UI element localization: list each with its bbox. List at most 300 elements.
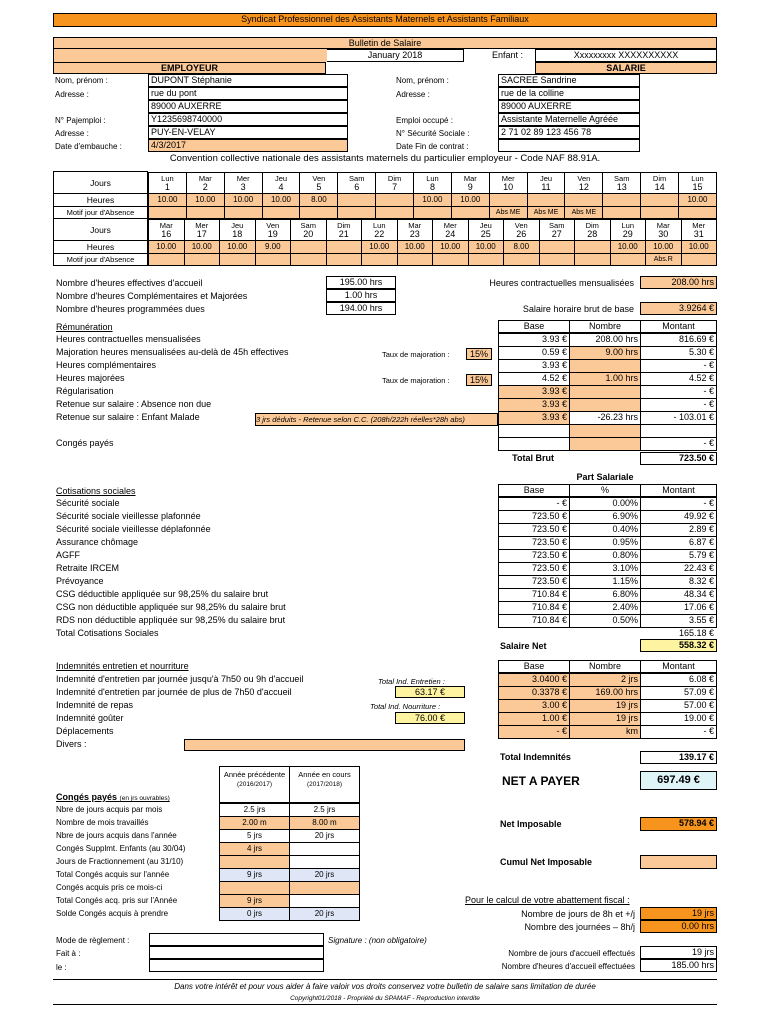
cal-hours-cell[interactable]: 8.00 (300, 194, 338, 207)
coti-row-montant: 2.89 € (640, 523, 717, 537)
fiscal-title: Pour le calcul de votre abattement fiscal : (465, 895, 630, 905)
cal-day-name: Mer (236, 173, 250, 183)
conges-row-label: Nbre de jours acquis par mois (56, 805, 163, 814)
remu-row-montant: - € (640, 359, 717, 373)
cal-heures-label: Heures (54, 194, 148, 207)
employeur-adresse2[interactable]: 89000 AUXERRE (148, 100, 348, 113)
cal-motif-cell[interactable] (414, 207, 452, 219)
conges-title-note: (en jrs ouvrables) (119, 795, 170, 802)
remu-row-montant: - 103.01 € (640, 411, 717, 425)
cal-day-cell (338, 172, 376, 194)
coti-row-pct: 2.40% (569, 601, 641, 615)
inde-row-label: Indemnité de repas (56, 700, 134, 710)
cal-motif-cell[interactable] (682, 254, 718, 266)
cal-hours-cell[interactable] (490, 194, 528, 207)
conges-row-v2: 20 jrs (289, 907, 360, 921)
inde-row-nombre[interactable]: 19 jrs (569, 699, 641, 713)
cal-hours-cell[interactable]: 8.00 (504, 241, 540, 254)
cal-motif-cell[interactable] (611, 254, 647, 266)
coti-row-base: 723.50 € (498, 523, 570, 537)
cal-motif-cell[interactable] (362, 254, 398, 266)
cal-motif-cell[interactable] (187, 207, 225, 219)
remuneration-title: Rémunération (56, 322, 113, 332)
salarie-adresse2[interactable]: 89000 AUXERRE (498, 100, 640, 113)
cal-day-cell (575, 219, 611, 241)
cal-day-name: Ven (577, 173, 591, 183)
conges-row-v1: 0 jrs (219, 907, 290, 921)
remu-row-nombre[interactable] (569, 385, 641, 399)
salaire-net-label: Salaire Net (500, 641, 547, 651)
cal-motif-cell[interactable] (376, 207, 414, 219)
cal-day-num: 10 (503, 181, 514, 192)
total-indemnites-label: Total Indemnités (500, 752, 571, 762)
cal-day-cell (376, 172, 414, 194)
cal-hours-cell[interactable]: 10.00 (452, 194, 490, 207)
cal-day-cell (414, 172, 452, 194)
cal-hours-cell[interactable]: 10.00 (398, 241, 434, 254)
cal-hours-cell[interactable]: 10.00 (263, 194, 301, 207)
remu-row-nombre[interactable]: 9.00 hrs (569, 346, 641, 360)
coti-row-base: - € (498, 497, 570, 511)
remu-row-base[interactable]: 3.93 € (498, 385, 570, 399)
inde-row-base[interactable]: 0.3378 € (498, 686, 570, 700)
cal-day-num: 21 (338, 228, 349, 239)
inde-row-base[interactable]: - € (498, 725, 570, 739)
cal-day-cell (682, 219, 718, 241)
cal-motif-cell[interactable] (540, 254, 576, 266)
cal-day-name: Mar (408, 220, 422, 230)
conges-row-v1: 5 jrs (219, 829, 290, 843)
le-label: le : (56, 963, 67, 972)
remu-row-montant: 5.30 € (640, 346, 717, 360)
cal-hours-cell[interactable] (376, 194, 414, 207)
cal-day-name: Mar (463, 173, 477, 183)
cal-motif-cell[interactable]: Abs ME (528, 207, 566, 219)
cal-motif-cell[interactable] (398, 254, 434, 266)
inde-row-base[interactable]: 3.00 € (498, 699, 570, 713)
cal-day-name: Mar (159, 220, 173, 230)
cal-hours-cell[interactable] (575, 241, 611, 254)
cumul-imposable-value[interactable] (640, 855, 717, 869)
cal-motif-cell[interactable] (452, 207, 490, 219)
cal-day-name: Jeu (539, 173, 553, 183)
signature-label: Signature : (non obligatoire) (328, 936, 427, 945)
cal-day-num: 30 (658, 228, 669, 239)
employeur-embauche[interactable]: 4/3/2017 (148, 139, 348, 152)
coti-col-montant: Montant (640, 484, 717, 497)
conges-row-v1[interactable]: 4 jrs (219, 842, 290, 856)
cal-motif-cell[interactable]: Abs ME (565, 207, 603, 219)
conges-col1-header (219, 766, 290, 803)
net-payer-value: 697.49 € (640, 771, 717, 790)
cal-hours-cell[interactable]: 10.00 (611, 241, 647, 254)
cal-hours-cell[interactable]: 10.00 (414, 194, 452, 207)
coti-row-base: 723.50 € (498, 536, 570, 550)
salarie-header: SALARIE (535, 62, 717, 74)
salarie-adresse1[interactable]: rue de la colline (498, 87, 640, 100)
remu-row-montant: - € (640, 385, 717, 399)
cal-hours-cell[interactable] (540, 241, 576, 254)
indemnites-title: Indemnités entretien et nourriture (56, 661, 189, 671)
cal-motif-cell[interactable] (603, 207, 641, 219)
contractuelles-label: Heures contractuelles mensualisées (489, 278, 634, 288)
cal-motif-cell[interactable] (148, 207, 187, 219)
month-field[interactable]: January 2018 (326, 49, 464, 62)
cal-hours-cell[interactable]: 10.00 (682, 241, 718, 254)
total-nourriture-value: 76.00 € (395, 712, 465, 724)
remu-row-label: Heures majorées (56, 373, 125, 383)
employeur-adresse3[interactable]: PUY-EN-VELAY (148, 126, 348, 139)
cal-motif-cell[interactable] (256, 254, 292, 266)
cal-day-name: Mer (501, 173, 515, 183)
conges-row-v1: 9 jrs (219, 868, 290, 882)
cal-hours-cell[interactable]: 10.00 (148, 194, 187, 207)
cal-day-name: Dim (652, 173, 667, 183)
bulletin-title: Bulletin de Salaire (53, 37, 717, 49)
inde-row-montant: 19.00 € (640, 712, 717, 726)
salarie-fin[interactable] (498, 139, 640, 152)
cal-day-cell (469, 219, 505, 241)
cal-day-name: Dim (585, 220, 599, 230)
inde-row-label: Indemnité d'entretien par journée de plus de 7h50 d'accueil (56, 687, 292, 697)
cal-day-num: 9 (467, 181, 473, 192)
coti-row-base: 710.84 € (498, 601, 570, 615)
remu-row-montant: - € (640, 437, 717, 451)
inde-row-nombre[interactable]: 2 jrs (569, 673, 641, 687)
cal-day-cell (565, 172, 603, 194)
remu-col-base: Base (498, 320, 570, 333)
cal-motif-cell[interactable] (225, 207, 263, 219)
conges-title-text: Congés payés (56, 792, 118, 802)
cal-day-name: Mar (198, 173, 212, 183)
salarie-nom[interactable]: SACREE Sandrine (498, 74, 640, 87)
cal-hours-cell[interactable]: 10.00 (220, 241, 256, 254)
coti-row-base: 723.50 € (498, 575, 570, 589)
cal-hours-cell[interactable]: 9.00 (256, 241, 292, 254)
conges-row-label: Nbre de jours acquis dans l'année (56, 831, 177, 840)
remu-row-montant: 4.52 € (640, 372, 717, 386)
inde-row-base[interactable]: 1.00 € (498, 712, 570, 726)
cal-hours-cell[interactable]: 10.00 (433, 241, 469, 254)
programmees-value: 194.00 hrs (326, 302, 396, 315)
remu-row-base: 3.93 € (498, 333, 570, 347)
coti-row-montant: 5.79 € (640, 549, 717, 563)
cal-day-num: 25 (480, 228, 491, 239)
cal-day-num: 1 (164, 181, 170, 192)
cal-hours-cell[interactable]: 10.00 (362, 241, 398, 254)
net-imposable-value: 578.94 € (640, 817, 717, 831)
conges-row-v2[interactable] (289, 881, 360, 895)
cal-day-num: 31 (693, 228, 704, 239)
taux-2[interactable]: 15% (466, 374, 492, 386)
coti-row-montant: 48.34 € (640, 588, 717, 602)
cal-day-name: Ven (266, 220, 280, 230)
conges-row-v2[interactable]: 8.00 m (289, 816, 360, 830)
contractuelles-value[interactable]: 208.00 hrs (640, 276, 717, 289)
cal-day-cell (528, 172, 566, 194)
inde-row-base[interactable]: 3.0400 € (498, 673, 570, 687)
conges-row-v2: 20 jrs (289, 829, 360, 843)
horaire-value[interactable]: 3.9264 € (640, 302, 717, 315)
fiscal-journees-value: 0.00 hrs (640, 920, 717, 933)
net-payer-label: NET A PAYER (502, 774, 580, 788)
employeur-pajemploi-label: N° Pajemploi : (55, 116, 106, 125)
coti-row-pct: 6.80% (569, 588, 641, 602)
conges-row-label: Jours de Fractionnement (au 31/10) (56, 857, 184, 866)
total-cotisations-value: 165.18 € (678, 628, 714, 638)
total-nourriture-label: Total Ind. Nourriture : (370, 702, 441, 711)
coti-row-montant: 22.43 € (640, 562, 717, 576)
cal-hours-cell[interactable] (327, 241, 363, 254)
cal-day-name: Dim (337, 220, 351, 230)
remu-row-nombre[interactable] (569, 359, 641, 373)
cal-day-num: 4 (278, 181, 284, 192)
inde-row-montant: - € (640, 725, 717, 739)
horaire-label: Salaire horaire brut de base (522, 304, 634, 314)
coti-row-pct: 0.95% (569, 536, 641, 550)
coti-row-montant: - € (640, 497, 717, 511)
conges-row-v1: 2.5 jrs (219, 803, 290, 817)
cal-motif-cell[interactable] (504, 254, 540, 266)
coti-row-label: RDS non déductible appliquée sur 98,25% du salaire brut (56, 615, 286, 625)
remu-col-nombre: Nombre (569, 320, 641, 333)
cal-day-name: Mer (195, 220, 209, 230)
cal-day-num: 3 (240, 181, 246, 192)
cal-day-name: Sam (614, 173, 630, 183)
inde-row-montant: 57.09 € (640, 686, 717, 700)
salaire-net-value: 558.32 € (640, 639, 717, 652)
signature-field[interactable] (328, 946, 465, 972)
complementaires-label: Nombre d'heures Complémentaires et Majorées (56, 291, 248, 301)
cal-day-name: Lun (691, 173, 704, 183)
coti-row-label: Prévoyance (56, 576, 104, 586)
cal-motif-cell[interactable] (148, 254, 185, 266)
conges-row-v1[interactable] (219, 881, 290, 895)
coti-row-base: 710.84 € (498, 588, 570, 602)
conges-row-v1[interactable] (219, 855, 290, 869)
calendar-week2 (53, 218, 717, 266)
cal-hours-cell[interactable] (565, 194, 603, 207)
inde-row-label: Déplacements (56, 726, 114, 736)
conges-row-v1[interactable]: 2.00 m (219, 816, 290, 830)
cal-motif-cell[interactable] (433, 254, 469, 266)
cal-day-cell (185, 219, 221, 241)
cal-motif-cell[interactable] (291, 254, 327, 266)
salarie-fin-label: Date Fin de contrat : (396, 142, 469, 151)
fiscal-accueil-label: Nombre de jours d'accueil effectués (508, 949, 635, 958)
cal-day-cell (148, 172, 187, 194)
cal-day-num: 18 (232, 228, 243, 239)
salarie-secu[interactable]: 2 71 02 89 123 456 78 (498, 126, 640, 139)
cal-day-num: 12 (578, 181, 589, 192)
employeur-nom-label: Nom, prénom : (55, 76, 108, 85)
conges-row-v2 (289, 842, 360, 856)
cal-motif-label: Motif jour d'Absence (54, 207, 148, 219)
cal-day-name: Sam (549, 220, 565, 230)
cal-day-name: Dim (387, 173, 402, 183)
retenue-note: 3 jrs déduits - Retenue selon C.C. (208h/222h réelles*28h abs) (255, 413, 498, 426)
total-entretien-label: Total Ind. Entretien : (378, 677, 445, 686)
remu-row-label: Majoration heures mensualisées au-delà de 45h effectives (56, 347, 289, 357)
coti-row-label: Assurance chômage (56, 537, 139, 547)
cal-day-cell (679, 172, 717, 194)
remu-row-base: 3.93 € (498, 359, 570, 373)
inde-row-label: Divers : (56, 739, 87, 749)
conges-row-v1[interactable]: 9 jrs (219, 894, 290, 908)
conges-row-label: Total Congés acq. pris sur l'Année (56, 896, 178, 905)
cal-day-num: 15 (692, 181, 703, 192)
employeur-adresse-label: Adresse : (55, 90, 89, 99)
cal-motif-cell[interactable] (185, 254, 221, 266)
salarie-adresse-label: Adresse : (396, 90, 430, 99)
cal-day-cell (611, 219, 647, 241)
cal-motif-cell[interactable] (263, 207, 301, 219)
cal-motif-cell[interactable] (679, 207, 717, 219)
cal-motif-cell[interactable] (641, 207, 679, 219)
cal-day-cell (362, 219, 398, 241)
cal-motif-cell[interactable]: Abs ME (490, 207, 528, 219)
cal-motif-cell[interactable]: Abs.R (646, 254, 682, 266)
cal-hours-cell[interactable]: 10.00 (148, 241, 185, 254)
coti-row-montant: 49.92 € (640, 510, 717, 524)
remu-col-montant: Montant (640, 320, 717, 333)
cal-day-num: 8 (429, 181, 435, 192)
cal-day-cell (220, 219, 256, 241)
cal-day-cell (291, 219, 327, 241)
cal-day-cell (603, 172, 641, 194)
cal-day-name: Jeu (274, 173, 288, 183)
cotisations-title: Cotisations sociales (56, 486, 136, 496)
cal-day-name: Mer (692, 220, 706, 230)
fait-field[interactable] (149, 946, 324, 959)
fait-label: Fait à : (56, 949, 81, 958)
cal-day-name: Lun (621, 220, 634, 230)
inde-row-montant: 6.08 € (640, 673, 717, 687)
footer-note: Dans votre intérêt et pour vous aider à faire valoir vos droits conservez votre bulletin de salaire sans limitation de durée (174, 982, 596, 991)
cal-motif-cell[interactable] (220, 254, 256, 266)
taux-label-2: Taux de majoration : (382, 376, 450, 385)
salarie-emploi-label: Emploi occupé : (396, 116, 453, 125)
coti-col-base: Base (498, 484, 570, 497)
cal-motif-cell[interactable] (469, 254, 505, 266)
divers-field[interactable] (184, 739, 465, 751)
coti-row-montant: 17.06 € (640, 601, 717, 615)
cal-motif-cell[interactable] (338, 207, 376, 219)
convention-text: Convention collective nationale des assistants maternels du particulier employeur - Code NAF 88.91A. (169, 153, 601, 164)
coti-row-base: 723.50 € (498, 549, 570, 563)
cal-day-name: Jeu (231, 220, 244, 230)
remu-row-nombre[interactable] (569, 437, 641, 451)
cal-hours-cell[interactable]: 10.00 (469, 241, 505, 254)
cal-motif-cell[interactable] (327, 254, 363, 266)
remu-row-nombre: -26.23 hrs (569, 411, 641, 425)
reglement-label: Mode de règlement : (56, 936, 130, 945)
remu-row-nombre[interactable] (569, 398, 641, 412)
conges-row-v2: 2.5 jrs (289, 803, 360, 817)
employeur-adresse1[interactable]: rue du pont (148, 87, 348, 100)
cal-hours-cell[interactable]: 10.00 (225, 194, 263, 207)
conges-col1b: (2016/2017) (236, 781, 273, 788)
cal-day-num: 17 (196, 228, 207, 239)
cal-hours-cell[interactable] (291, 241, 327, 254)
cal-hours-cell[interactable] (603, 194, 641, 207)
cal-hours-cell[interactable]: 10.00 (185, 241, 221, 254)
fiscal-journees-label: Nombre des journées – 8h/j (524, 922, 635, 932)
inde-row-nombre[interactable]: km (569, 725, 641, 739)
cal-day-name: Mar (656, 220, 670, 230)
cal-day-name: Lun (426, 173, 439, 183)
salarie-emploi[interactable]: Assistante Maternelle Agréée (498, 113, 640, 126)
cal-motif-cell[interactable] (300, 207, 338, 219)
cal-day-cell (256, 219, 292, 241)
remu-row-label: Retenue sur salaire : Absence non due (56, 399, 212, 409)
remu-row-base: 4.52 € (498, 372, 570, 386)
cal-hours-cell[interactable]: 10.00 (679, 194, 717, 207)
cal-day-name: Jeu (479, 220, 492, 230)
cal-day-cell (327, 219, 363, 241)
conges-row-v2 (289, 894, 360, 908)
cal-day-cell (148, 219, 185, 241)
cal-hours-cell[interactable]: 10.00 (646, 241, 682, 254)
remu-row-montant (640, 424, 717, 438)
cal-day-cell (225, 172, 263, 194)
remu-row-montant: 816.69 € (640, 333, 717, 347)
cal-day-num: 14 (654, 181, 665, 192)
remu-row-base: 0.59 € (498, 346, 570, 360)
cal-hours-cell[interactable]: 10.00 (187, 194, 225, 207)
remu-row-base[interactable]: 3.93 € (498, 398, 570, 412)
enfant-field[interactable]: Xxxxxxxxx XXXXXXXXXX (535, 49, 717, 62)
remu-row-base[interactable]: 3.93 € (498, 411, 570, 425)
coti-row-montant: 8.32 € (640, 575, 717, 589)
total-cotisations-label: Total Cotisations Sociales (56, 628, 159, 638)
cal-day-cell (433, 219, 469, 241)
inde-row-nombre[interactable]: 19 jrs (569, 712, 641, 726)
conges-row-v2: 20 jrs (289, 868, 360, 882)
total-indemnites-value: 139.17 € (640, 751, 717, 764)
programmees-label: Nombre d'heures programmées dues (56, 304, 205, 314)
cal-day-cell (641, 172, 679, 194)
inde-row-label: Indemnité goûter (56, 713, 124, 723)
le-field[interactable] (149, 959, 324, 972)
cal-motif-cell[interactable] (575, 254, 611, 266)
enfant-label: Enfant : (492, 50, 524, 60)
cal-hours-cell[interactable] (338, 194, 376, 207)
cal-hours-cell[interactable] (528, 194, 566, 207)
coti-row-pct: 0.00% (569, 497, 641, 511)
effectives-label: Nombre d'heures effectives d'accueil (56, 278, 203, 288)
employeur-nom[interactable]: DUPONT Stéphanie (148, 74, 348, 87)
inde-row-nombre[interactable]: 169.00 hrs (569, 686, 641, 700)
total-entretien-value: 63.17 € (395, 686, 465, 698)
remu-row-nombre[interactable] (569, 424, 641, 438)
remu-row-label: Congés payés (56, 438, 114, 448)
cal-day-cell (490, 172, 528, 194)
reglement-field[interactable] (149, 933, 324, 946)
taux-1[interactable]: 15% (466, 348, 492, 360)
coti-row-pct: 3.10% (569, 562, 641, 576)
cal-day-cell (452, 172, 490, 194)
employeur-pajemploi[interactable]: Y1235698740000 (148, 113, 348, 126)
cal-day-cell (540, 219, 576, 241)
coti-row-montant: 6.87 € (640, 536, 717, 550)
coti-row-label: CSG déductible appliquée sur 98,25% du salaire brut (56, 589, 269, 599)
cal-hours-cell[interactable] (641, 194, 679, 207)
inde-col-nombre: Nombre (569, 660, 641, 673)
remu-row-nombre[interactable]: 1.00 hrs (569, 372, 641, 386)
cal-day-num: 6 (354, 181, 360, 192)
part-salariale: Part Salariale (576, 472, 634, 482)
